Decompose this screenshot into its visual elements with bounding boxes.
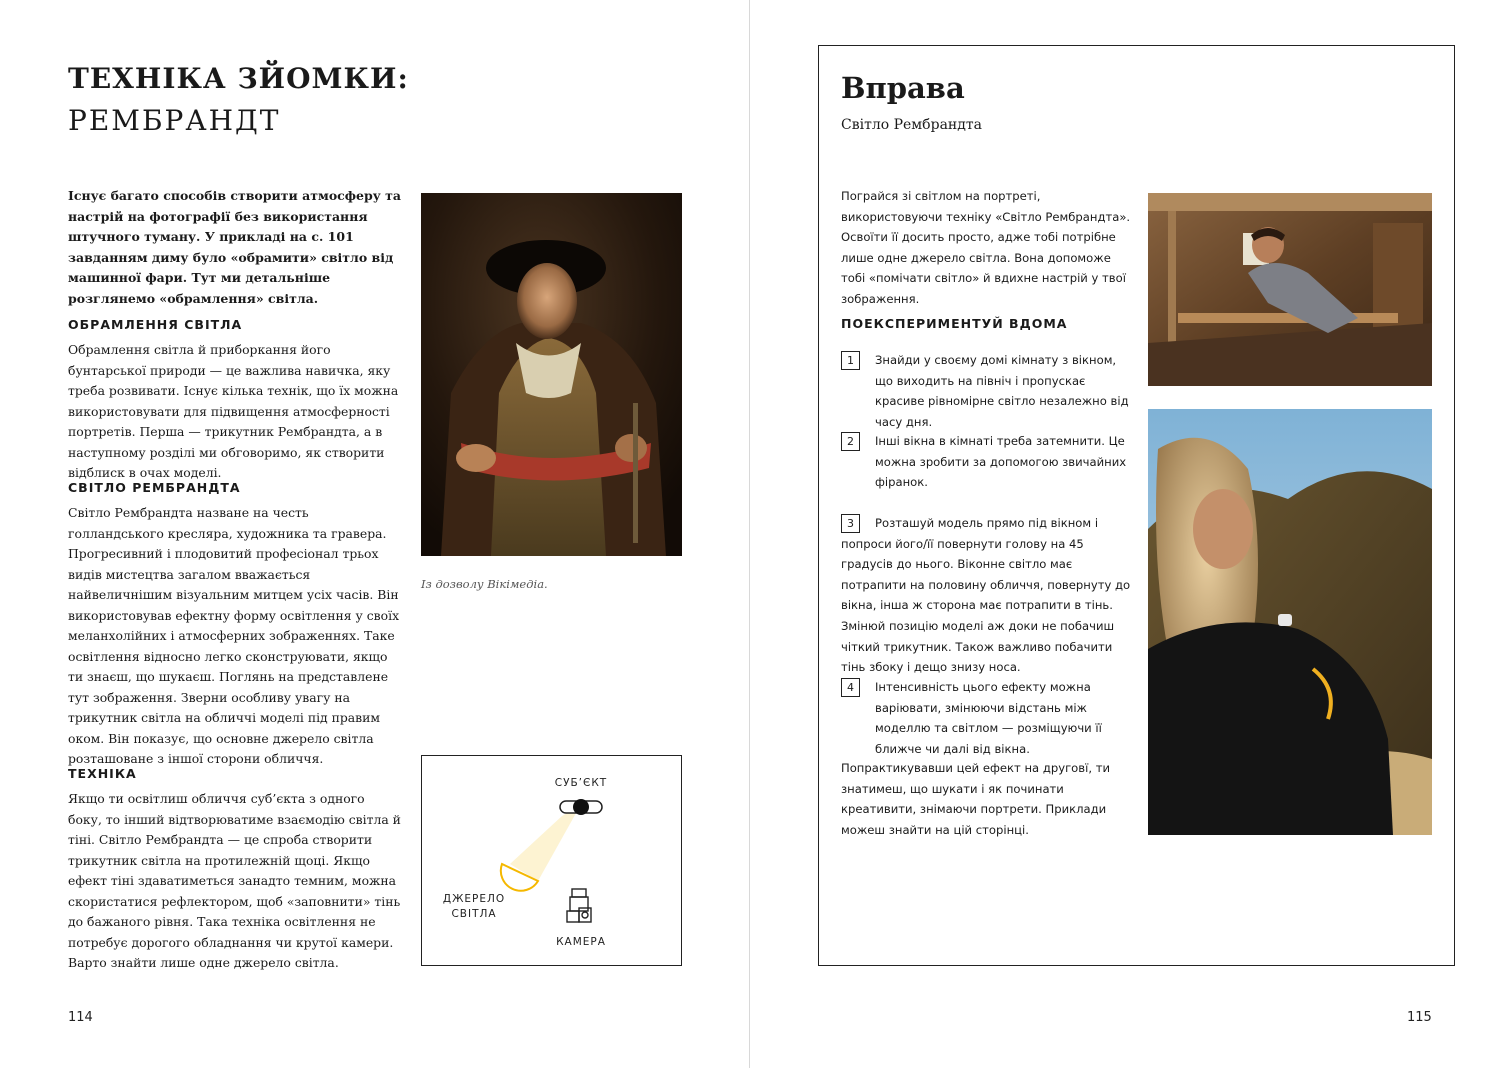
page-number-right: 115 bbox=[1407, 1010, 1432, 1025]
step-number-box: 2 bbox=[841, 432, 860, 451]
light-beam bbox=[510, 806, 580, 881]
rembrandt-portrait-image bbox=[421, 193, 682, 556]
portrait-caption: Із дозволу Вікімедіа. bbox=[421, 577, 548, 591]
lead-paragraph: Існує багато способів створити атмосферу та настрій на фотографії без використання штучного туману. У прикладі на с. 101 завданням диму було «обрамити» світло від машинної фари. Тут ми детальніше розглянемо «обрамлення» світла. bbox=[68, 188, 401, 306]
light-label-line1: ДЖЕРЕЛО bbox=[442, 893, 506, 905]
diagram-camera-label: КАМЕРА bbox=[556, 936, 606, 948]
lighting-diagram bbox=[421, 755, 682, 966]
diagram-subject-label: СУБ’ЄКТ bbox=[554, 777, 608, 789]
exercise-subtitle: Світло Рембрандта bbox=[841, 117, 982, 133]
section-heading-technique: ТЕХНІКА bbox=[68, 766, 137, 781]
exercise-intro: Пограйся зі світлом на портреті, використовуючи техніку «Світло Рембрандта». Освоїти її досить просто, адже тобі потрібне лише одне джерело світла. Вона допоможе тобі «помічати світло» й вдихне настрій у твої зображення. bbox=[841, 189, 1131, 306]
exercise-outro: Попрактикувавши цей ефект на друговї, ти знатимеш, що шукати і як починати креативити, знімаючи портрети. Приклади можеш знайти на цій сторінці. bbox=[841, 761, 1110, 837]
step-text: Інтенсивність цього ефекту можна варіювати, змінюючи відстань між моделлю та світлом — розміщуючи її ближче чи далі від вікна. bbox=[875, 680, 1102, 756]
light-label-line2: СВІТЛА bbox=[451, 908, 497, 920]
surfer-woman-photo bbox=[1148, 409, 1432, 835]
section-heading-framing: ОБРАМЛЕННЯ СВІТЛА bbox=[68, 317, 243, 332]
section-text-rembrandt-light: Світло Рембрандта назване на честь голландського кресляра, художника та гравера. Прогресивний і плодовитий професіонал трьох видів мистецтва загалом вважається найвеличнішим візуальним митцем усіх часів. Він використовував ефектну форму освітлення у своїх меланхолійних і атмосферних зображеннях. Таке освітлення відносно легко сконструювати, якщо ти знаєш, що шукаєш. Поглянь на представлене тут зображення. Зверни особливу увагу на трикутник світла на обличчі моделі під правим оком. Він показує, що основне джерело світла розташоване з іншої сторони обличчя. bbox=[68, 505, 400, 766]
page-title-line2: РЕМБРАНДТ bbox=[68, 104, 281, 137]
woodworker-photo bbox=[1148, 193, 1432, 386]
page-title-line1: ТЕХНІКА ЗЙОМКИ: bbox=[68, 62, 409, 95]
step-text: Знайди у своєму домі кімнату з вікном, що виходить на північ і пропускає красиве рівномірне світло незалежно від часу дня. bbox=[875, 353, 1129, 429]
subject-icon bbox=[560, 799, 602, 815]
section-text-framing: Обрамлення світла й приборкання його бунтарської природи — це важлива навичка, яку треба розвивати. Існує кілька технік, що їх можна використовувати для підвищення атмосферності портретів. Перша — трикутник Рембрандта, а в наступному розділі ми обговоримо, як створити відблиск в очах моделі. bbox=[68, 342, 399, 480]
step-number-box: 4 bbox=[841, 678, 860, 697]
section-text-technique: Якщо ти освітлиш обличчя суб’єкта з одного боку, то інший відтворюватиме взаємодію світла й тіні. Світло Рембрандта — це спроба створити трикутник світла на протилежній щоці. Якщо ефект тіні здаватиметься занадто темним, можна скористатися рефлектором, щоб «заповнити» тінь до бажаного рівня. Така техніка освітлення не потребує дорогого обладнання чи крутої камери. Варто знайти лише одне джерело світла. bbox=[68, 791, 401, 970]
exercise-title: Вправа bbox=[841, 71, 965, 105]
step-text: Розташуй модель прямо під вікном і попроси його/її повернути голову на 45 градусів до нього. Віконне світло має потрапити на половину обличчя, повернуту до вікна, інша ж сторона має потрапити в тінь. Змінюй позицію моделі аж доки не побачиш чіткий трикутник. Також важливо побачити тінь збоку і дещо знизу носа. bbox=[841, 516, 1131, 675]
step-text: Інші вікна в кімнаті треба затемнити. Це можна зробити за допомогою звичайних фіранок. bbox=[875, 434, 1127, 490]
camera-icon bbox=[567, 889, 591, 922]
page-number-left: 114 bbox=[68, 1010, 93, 1025]
step-number-box: 3 bbox=[841, 514, 860, 533]
section-heading-rembrandt-light: СВІТЛО РЕМБРАНДТА bbox=[68, 480, 241, 495]
exercise-steps-heading: ПОЕКСПЕРИМЕНТУЙ ВДОМА bbox=[841, 316, 1068, 331]
book-spine bbox=[749, 0, 750, 1068]
step-number-box: 1 bbox=[841, 351, 860, 370]
diagram-light-label bbox=[436, 892, 512, 922]
